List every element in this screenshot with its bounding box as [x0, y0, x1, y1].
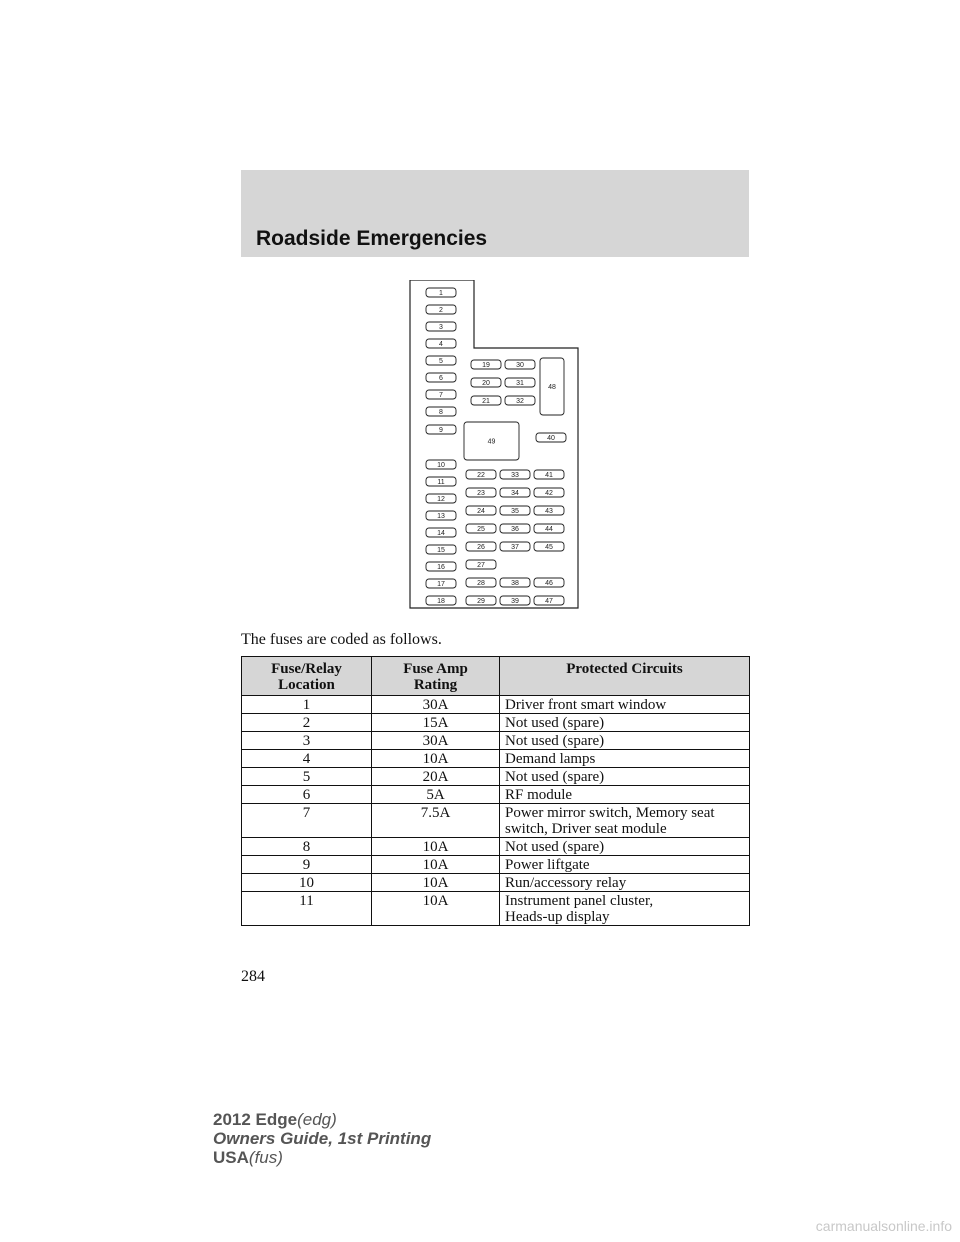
fuse-12 — [426, 494, 456, 503]
cell-amp-rating: 10A — [372, 856, 500, 874]
fuse-7 — [426, 390, 456, 399]
fuse-41 — [534, 470, 564, 479]
svg-text:30: 30 — [516, 362, 524, 369]
cell-amp-rating: 7.5A — [372, 804, 500, 838]
fuse-40 — [536, 433, 566, 442]
svg-text:16: 16 — [437, 564, 445, 571]
svg-text:19: 19 — [482, 362, 490, 369]
cell-protected-circuits: Not used (spare) — [500, 838, 750, 856]
svg-text:47: 47 — [545, 598, 553, 605]
cell-protected-circuits: Run/accessory relay — [500, 874, 750, 892]
svg-text:33: 33 — [511, 472, 519, 479]
svg-text:14: 14 — [437, 530, 445, 537]
cell-location: 1 — [242, 696, 372, 714]
svg-text:26: 26 — [477, 544, 485, 551]
header-protected-circuits: Protected Circuits — [500, 657, 750, 696]
svg-text:4: 4 — [439, 341, 443, 348]
fuse-38 — [500, 578, 530, 587]
cell-amp-rating: 30A — [372, 732, 500, 750]
fuse-10 — [426, 460, 456, 469]
table-row — [242, 768, 750, 786]
table-row — [242, 714, 750, 732]
cell-amp-rating: 10A — [372, 750, 500, 768]
cell-amp-rating: 10A — [372, 838, 500, 856]
cell-amp-rating: 5A — [372, 786, 500, 804]
svg-text:39: 39 — [511, 598, 519, 605]
cell-protected-circuits: Not used (spare) — [500, 732, 750, 750]
table-row — [242, 750, 750, 768]
table-row — [242, 856, 750, 874]
table-row — [242, 838, 750, 856]
svg-text:42: 42 — [545, 490, 553, 497]
cell-location: 3 — [242, 732, 372, 750]
header-amp-rating: Fuse Amp Rating — [372, 657, 500, 696]
fuse-28 — [466, 578, 496, 587]
fuse-panel-diagram — [406, 280, 582, 612]
cell-protected-circuits: RF module — [500, 786, 750, 804]
fuse-44 — [534, 524, 564, 533]
fuse-24 — [466, 506, 496, 515]
cell-protected-circuits: Instrument panel cluster, Heads-up display — [500, 892, 750, 926]
svg-text:17: 17 — [437, 581, 445, 588]
fuse-2 — [426, 305, 456, 314]
document-footer — [213, 1110, 431, 1167]
svg-text:24: 24 — [477, 508, 485, 515]
fuse-39 — [500, 596, 530, 605]
footer-guide: Owners Guide, 1st Printing — [213, 1129, 432, 1148]
svg-text:35: 35 — [511, 508, 519, 515]
cell-protected-circuits: Not used (spare) — [500, 768, 750, 786]
fuse-14 — [426, 528, 456, 537]
cell-protected-circuits: Demand lamps — [500, 750, 750, 768]
svg-text:44: 44 — [545, 526, 553, 533]
watermark: carmanualsonline.info — [815, 1218, 952, 1234]
svg-text:27: 27 — [477, 562, 485, 569]
fuse-27 — [466, 560, 496, 569]
cell-location: 10 — [242, 874, 372, 892]
fuse-19 — [471, 360, 501, 369]
cell-location: 11 — [242, 892, 372, 926]
cell-location: 7 — [242, 804, 372, 838]
svg-text:23: 23 — [477, 490, 485, 497]
svg-text:43: 43 — [545, 508, 553, 515]
fuse-45 — [534, 542, 564, 551]
svg-text:18: 18 — [437, 598, 445, 605]
fuse-13 — [426, 511, 456, 520]
cell-protected-circuits: Not used (spare) — [500, 714, 750, 732]
fuse-table — [241, 656, 750, 926]
table-body — [242, 696, 750, 926]
cell-protected-circuits: Power mirror switch, Memory seat switch, Driver seat module — [500, 804, 750, 838]
page-number: 284 — [241, 968, 265, 985]
cell-location: 2 — [242, 714, 372, 732]
cell-amp-rating: 10A — [372, 892, 500, 926]
cell-location: 9 — [242, 856, 372, 874]
svg-text:37: 37 — [511, 544, 519, 551]
svg-text:7: 7 — [439, 392, 443, 399]
fuse-47 — [534, 596, 564, 605]
svg-text:41: 41 — [545, 472, 553, 479]
fuse-32 — [505, 396, 535, 405]
fuse-3 — [426, 322, 456, 331]
table-row — [242, 696, 750, 714]
svg-text:49: 49 — [487, 438, 496, 446]
fuse-6 — [426, 373, 456, 382]
fuse-17 — [426, 579, 456, 588]
fuse-36 — [500, 524, 530, 533]
svg-text:29: 29 — [477, 598, 485, 605]
table-row — [242, 732, 750, 750]
svg-text:15: 15 — [437, 547, 445, 554]
svg-text:36: 36 — [511, 526, 519, 533]
table-row — [242, 874, 750, 892]
footer-model: 2012 Edge — [213, 1110, 298, 1129]
svg-text:45: 45 — [545, 544, 553, 551]
table-row — [242, 786, 750, 804]
cell-location: 6 — [242, 786, 372, 804]
fuse-42 — [534, 488, 564, 497]
fuse-30 — [505, 360, 535, 369]
fuse-23 — [466, 488, 496, 497]
fuse-34 — [500, 488, 530, 497]
svg-text:34: 34 — [511, 490, 519, 497]
fuse-21 — [471, 396, 501, 405]
svg-text:9: 9 — [439, 427, 443, 434]
fuse-22 — [466, 470, 496, 479]
fuse-8 — [426, 407, 456, 416]
svg-text:13: 13 — [437, 513, 445, 520]
footer-market: USA — [213, 1148, 249, 1167]
fuse-5 — [426, 356, 456, 365]
fuse-9 — [426, 425, 456, 434]
fuse-16 — [426, 562, 456, 571]
svg-text:5: 5 — [439, 358, 443, 365]
svg-text:22: 22 — [477, 472, 485, 479]
relay-49 — [464, 422, 519, 460]
section-header-band — [241, 170, 749, 257]
cell-protected-circuits: Driver front smart window — [500, 696, 750, 714]
cell-location: 4 — [242, 750, 372, 768]
fuse-29 — [466, 596, 496, 605]
svg-text:8: 8 — [439, 409, 443, 416]
fuse-37 — [500, 542, 530, 551]
svg-text:31: 31 — [516, 380, 524, 387]
header-location: Fuse/Relay Location — [242, 657, 372, 696]
svg-text:40: 40 — [547, 435, 555, 442]
cell-amp-rating: 15A — [372, 714, 500, 732]
intro-text: The fuses are coded as follows. — [241, 631, 442, 648]
relay-48 — [540, 358, 564, 415]
fuse-26 — [466, 542, 496, 551]
fuse-43 — [534, 506, 564, 515]
fuse-46 — [534, 578, 564, 587]
fuse-panel-svg — [406, 280, 582, 612]
footer-model-code: (edg) — [297, 1110, 337, 1129]
svg-text:2: 2 — [439, 307, 443, 314]
cell-protected-circuits: Power liftgate — [500, 856, 750, 874]
svg-text:3: 3 — [439, 324, 443, 331]
svg-text:6: 6 — [439, 375, 443, 382]
table-row — [242, 892, 750, 926]
fuse-33 — [500, 470, 530, 479]
svg-text:46: 46 — [545, 580, 553, 587]
fuse-11 — [426, 477, 456, 486]
fuse-31 — [505, 378, 535, 387]
fuse-15 — [426, 545, 456, 554]
fuse-1 — [426, 288, 456, 297]
svg-text:20: 20 — [482, 380, 490, 387]
svg-text:1: 1 — [439, 290, 443, 297]
table-header-row — [242, 657, 750, 696]
fuse-18 — [426, 596, 456, 605]
svg-text:38: 38 — [511, 580, 519, 587]
svg-text:21: 21 — [482, 398, 490, 405]
fuse-25 — [466, 524, 496, 533]
svg-text:48: 48 — [548, 384, 556, 391]
svg-text:11: 11 — [437, 479, 445, 486]
cell-amp-rating: 20A — [372, 768, 500, 786]
table-row — [242, 804, 750, 838]
cell-amp-rating: 10A — [372, 874, 500, 892]
cell-location: 8 — [242, 838, 372, 856]
fuse-4 — [426, 339, 456, 348]
fuse-20 — [471, 378, 501, 387]
svg-text:12: 12 — [437, 496, 445, 503]
cell-amp-rating: 30A — [372, 696, 500, 714]
svg-text:28: 28 — [477, 580, 485, 587]
fuse-35 — [500, 506, 530, 515]
svg-text:10: 10 — [437, 462, 445, 469]
section-title: Roadside Emergencies — [256, 227, 488, 250]
svg-text:32: 32 — [516, 398, 524, 405]
footer-market-code: (fus) — [248, 1148, 283, 1167]
svg-text:25: 25 — [477, 526, 485, 533]
cell-location: 5 — [242, 768, 372, 786]
